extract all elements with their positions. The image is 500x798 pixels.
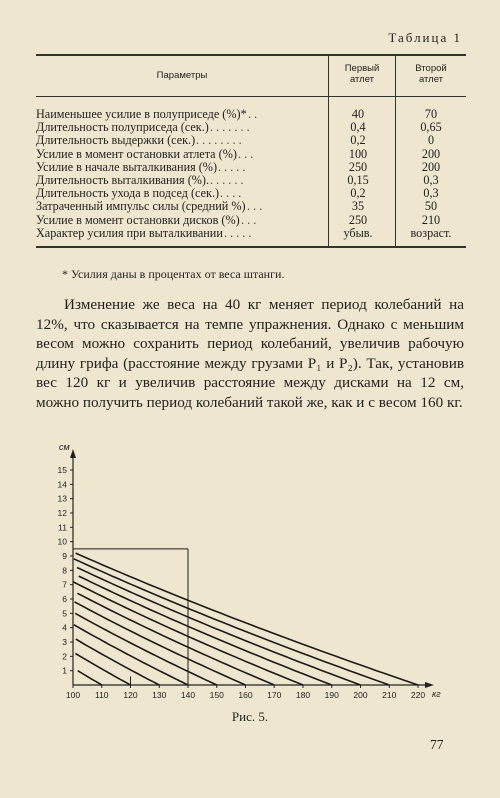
row-leader-dots: . . . . . xyxy=(218,159,246,174)
row-leader-dots: . . . xyxy=(238,146,254,161)
row-label: Усилие в момент остановки атлета (%) xyxy=(36,146,237,161)
header-col1-line2: атлет xyxy=(349,74,375,85)
curve-series xyxy=(75,613,217,685)
row-value-athlete-2: возраст. xyxy=(410,225,452,240)
y-tick-label: 7 xyxy=(62,579,67,590)
header-col2-line1: Второй xyxy=(415,63,447,74)
row-value-athlete-1: 0,2 xyxy=(350,133,366,148)
row-leader-dots: . . . . . . xyxy=(210,173,244,187)
x-tick-label: 100 xyxy=(65,690,81,700)
row-leader-dots: . . . . . . . . xyxy=(196,133,242,148)
row-value-athlete-1: 250 xyxy=(348,159,368,174)
x-tick-label: 120 xyxy=(123,690,138,700)
row-value-athlete-1: 250 xyxy=(348,212,368,227)
row-leader-dots: . . . . . . . xyxy=(210,120,250,135)
x-tick-label: 200 xyxy=(353,690,368,700)
row-value-athlete-1: 0,4 xyxy=(350,120,366,135)
row-label: Усилие в начале выталкивания (%) xyxy=(36,159,218,174)
row-value-athlete-2: 200 xyxy=(421,146,441,161)
row-value-athlete-1: 40 xyxy=(351,107,365,121)
x-tick-label: 170 xyxy=(267,690,282,700)
x-tick-label: 210 xyxy=(382,690,397,700)
row-value-athlete-1: убыв. xyxy=(343,225,373,240)
y-tick-label: 8 xyxy=(62,565,67,576)
x-tick-label: 130 xyxy=(152,690,167,700)
row-value-athlete-2: 200 xyxy=(421,159,441,174)
x-axis-unit: кг xyxy=(432,689,441,699)
y-tick-label: 14 xyxy=(57,479,67,490)
row-value-athlete-1: 100 xyxy=(348,146,368,161)
x-tick-label: 110 xyxy=(94,690,109,700)
row-label: Усилие в момент остановки дисков (%) xyxy=(36,212,240,227)
header-col1-line1: Первый xyxy=(344,63,380,74)
y-axis-arrow xyxy=(70,449,76,458)
row-value-athlete-2: 0 xyxy=(427,133,435,148)
x-tick-label: 180 xyxy=(295,690,311,700)
y-axis-unit: см xyxy=(59,442,70,452)
row-label: Длительность ухода в подсед (сек.) xyxy=(36,186,220,201)
row-leader-dots: . . xyxy=(248,107,258,121)
y-tick-label: 5 xyxy=(62,608,67,619)
curve-series xyxy=(79,576,332,685)
table-footnote: * Усилия даны в процентах от веса штанги. xyxy=(62,267,285,281)
row-leader-dots: . . . xyxy=(247,199,263,214)
row-leader-dots: . . . . . xyxy=(224,225,252,240)
header-params: Параметры xyxy=(156,70,208,81)
row-value-athlete-2: 210 xyxy=(421,212,441,227)
y-tick-label: 2 xyxy=(62,651,67,662)
row-value-athlete-2: 0,3 xyxy=(423,173,439,187)
y-tick-label: 15 xyxy=(57,465,67,475)
curve-series xyxy=(74,625,188,685)
x-tick-label: 160 xyxy=(238,690,253,700)
y-tick-label: 10 xyxy=(57,536,67,547)
row-value-athlete-2: 70 xyxy=(424,107,438,121)
curve-series xyxy=(78,671,102,685)
y-tick-label: 6 xyxy=(62,594,67,604)
paragraph-text: Изменение же веса на 40 кг меняет период колебаний на 12%, что сказывается на темпе упражнения. Однако с меньшим весом можно сохранить период колебаний, увеличив рабочую длину грифа (расстояние между грузами P₁ и P₂). Так, установив вес 120 кг и увеличив расстояние между дисками на 12 см, можно получить период колебаний такой же, как и с весом 160 кг. xyxy=(36,296,464,411)
figure-caption: Рис. 5. xyxy=(231,709,269,724)
row-label: Длительность выдержки (сек.) xyxy=(36,133,196,148)
row-leader-dots: . . . . xyxy=(220,186,242,201)
y-tick-label: 13 xyxy=(57,493,67,504)
page-number: 77 xyxy=(430,737,444,752)
row-label: Длительность полуприседа (сек.) xyxy=(36,120,209,135)
x-tick-label: 140 xyxy=(180,690,196,700)
row-value-athlete-2: 0,65 xyxy=(420,120,442,135)
y-tick-label: 1 xyxy=(62,665,67,676)
row-value-athlete-2: 50 xyxy=(424,199,438,214)
row-value-athlete-2: 0,3 xyxy=(423,186,439,201)
x-tick-label: 190 xyxy=(324,690,339,700)
x-tick-label: 150 xyxy=(209,690,224,700)
y-tick-label: 12 xyxy=(57,508,67,518)
row-value-athlete-1: 0,15 xyxy=(347,173,369,187)
row-label: Наименьшее усилие в полуприседе (%)* xyxy=(36,107,247,121)
y-tick-label: 4 xyxy=(62,622,67,633)
row-label: Затраченный импульс силы (средний %) xyxy=(36,199,246,214)
row-label: Длительность выталкивания (%). xyxy=(36,173,210,187)
x-tick-label: 220 xyxy=(410,690,426,700)
y-tick-label: 3 xyxy=(62,637,67,647)
x-axis-arrow xyxy=(425,682,434,688)
row-value-athlete-1: 35 xyxy=(351,199,365,214)
row-value-athlete-1: 0,2 xyxy=(350,186,366,201)
table-caption: Таблица 1 xyxy=(388,30,462,45)
y-tick-label: 9 xyxy=(62,551,67,561)
y-tick-label: 11 xyxy=(58,522,67,533)
header-col2-line2: атлет xyxy=(418,74,444,85)
row-label: Характер усилия при выталкивании xyxy=(36,225,223,240)
curve-series xyxy=(75,654,130,686)
row-leader-dots: . . . xyxy=(241,212,257,227)
